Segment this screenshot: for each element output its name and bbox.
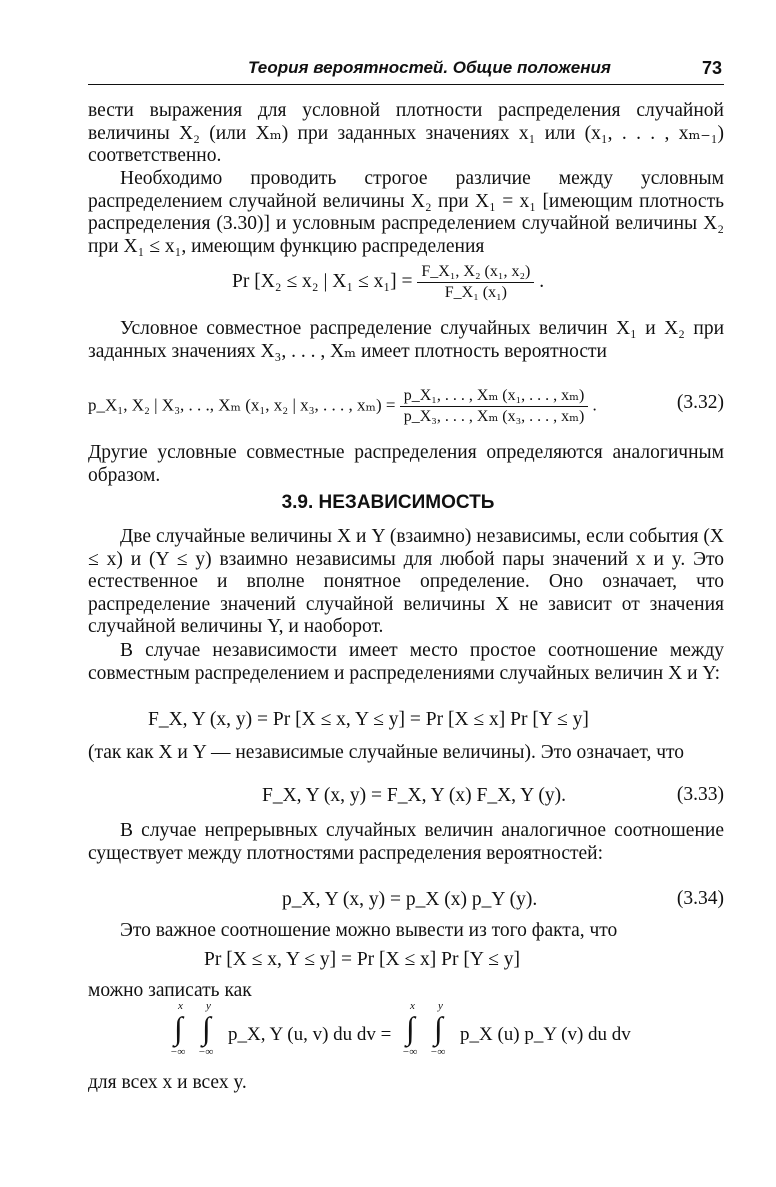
running-header	[88, 58, 722, 82]
paragraph-5: Две случайные величины X и Y (взаимно) независимы, если события (X ≤ x) и (Y ≤ y) взаимно независимы для любой пары значений x и y. Это естественное и вполне понятное определение. Оно означает, что распределение значений случайной величины X не зависит от значения случайной величины Y, и наоборот.	[88, 526, 724, 637]
integral-1-sign: ∫	[174, 1010, 183, 1046]
integral-2-sign: ∫	[202, 1010, 211, 1046]
integral-3-lower: −∞	[402, 1046, 418, 1058]
integral-1-upper: x	[178, 1000, 183, 1012]
paragraph-6: В случае независимости имеет место простое соотношение между совместным распределением и распределениями случайных величин X и Y:	[88, 640, 724, 684]
equation-7-lhs: p_X, Y (u, v) du dv =	[228, 1024, 392, 1045]
equation-1-numerator: F_X₁, X₂ (x₁, x₂)	[417, 262, 534, 283]
integral-3-upper: x	[410, 1000, 415, 1012]
equation-2-lhs: p_X₁, X₂ | X₃, . . ., Xₘ (x₁, x₂ | x₃, . . . , xₘ) =	[88, 395, 396, 415]
equation-5-number: (3.34)	[676, 888, 724, 909]
equation-1	[232, 262, 544, 303]
equation-2-number: (3.32)	[676, 392, 724, 413]
paragraph-11: для всех x и всех y.	[88, 1072, 247, 1093]
equation-7-rhs: p_X (u) p_Y (v) du dv	[460, 1024, 631, 1045]
integral-2-upper: y	[206, 1000, 211, 1012]
paragraph-4: Другие условные совместные распределения определяются аналогичным образом.	[88, 442, 724, 486]
paragraph-8: В случае непрерывных случайных величин аналогичное соотношение существует между плотностями распределения вероятностей:	[88, 820, 724, 864]
integral-2-lower: −∞	[198, 1046, 214, 1058]
equation-2-tail: .	[592, 395, 597, 415]
equation-4: F_X, Y (x, y) = F_X, Y (x) F_X, Y (y).	[262, 785, 567, 806]
paragraph-9: Это важное соотношение можно вывести из того факта, что	[120, 920, 618, 941]
integral-4-sign: ∫	[434, 1010, 443, 1046]
integral-4-lower: −∞	[430, 1046, 446, 1058]
equation-2	[88, 386, 597, 427]
equation-1-fraction	[417, 262, 534, 303]
equation-2-denominator: p_X₃, . . . , Xₘ (x₃, . . . , xₘ)	[403, 408, 585, 425]
paragraph-1: вести выражения для условной плотности распределения случайной величины X₂ (или Xₘ) при заданных значениях x₁ или (x₁, . . . , xₘ₋₁) соответственно.	[88, 100, 724, 166]
page-number: 73	[701, 58, 722, 78]
equation-2-fraction	[400, 386, 589, 427]
running-title: Теория вероятностей. Общие положения	[248, 58, 611, 77]
paragraph-7: (так как X и Y — независимые случайные величины). Это означает, что	[88, 742, 685, 763]
equation-4-number: (3.33)	[676, 784, 724, 805]
equation-6: Pr [X ≤ x, Y ≤ y] = Pr [X ≤ x] Pr [Y ≤ y]	[204, 949, 520, 970]
equation-2-numerator: p_X₁, . . . , Xₘ (x₁, . . . , xₘ)	[400, 386, 589, 407]
paragraph-3: Условное совместное распределение случайных величин X₁ и X₂ при заданных значениях X₃, . . . , Xₘ имеет плотность вероятности	[88, 318, 724, 362]
equation-1-denominator: F_X₁ (x₁)	[444, 284, 507, 301]
equation-1-tail: .	[539, 270, 545, 292]
integral-3-sign: ∫	[406, 1010, 415, 1046]
equation-1-lhs: Pr [X₂ ≤ x₂ | X₁ ≤ x₁] =	[232, 270, 413, 292]
header-rule	[88, 84, 724, 85]
equation-5: p_X, Y (x, y) = p_X (x) p_Y (y).	[282, 889, 538, 910]
paragraph-10: можно записать как	[88, 980, 252, 1001]
integral-4-upper: y	[438, 1000, 443, 1012]
paragraph-2: Необходимо проводить строгое различие между условным распределением случайной величины X₂ при X₁ = x₁ [имеющим плотность распределения (3.30)] и условным распределением случайной величины X₂ при X₁ ≤ x₁, имеющим функцию распределения	[88, 168, 724, 257]
equation-3: F_X, Y (x, y) = Pr [X ≤ x, Y ≤ y] = Pr [X ≤ x] Pr [Y ≤ y]	[148, 709, 589, 730]
integral-1-lower: −∞	[170, 1046, 186, 1058]
section-heading: 3.9. НЕЗАВИСИМОСТЬ	[281, 492, 495, 513]
